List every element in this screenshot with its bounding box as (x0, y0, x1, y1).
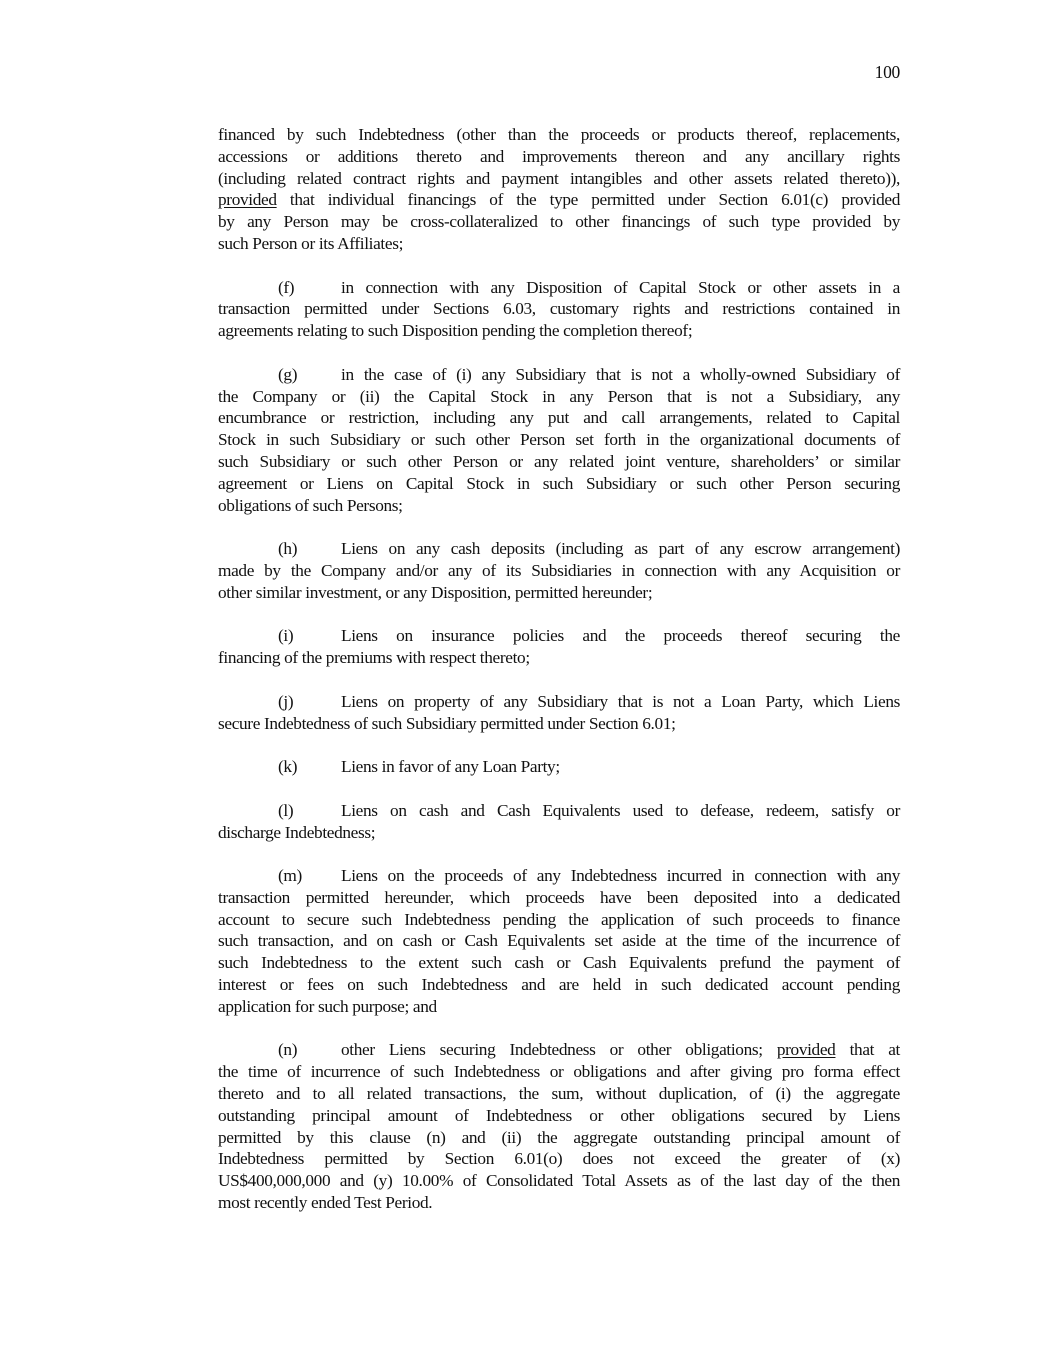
page-number: 100 (874, 62, 900, 82)
clause-label: (i) (278, 626, 294, 646)
line-text: the Company or (ii) the Capital Stock in any Person that is not a Subsidiary, any (218, 386, 900, 406)
text-line (218, 451, 900, 473)
clause-m (218, 865, 900, 1018)
text-line (218, 407, 900, 429)
clause-k (218, 756, 900, 778)
line-text: Liens on cash and Cash Equivalents used to defease, redeem, satisfy or (341, 800, 900, 820)
clause-label: (m) (278, 866, 302, 886)
line-text: Liens in favor of any Loan Party; (341, 757, 560, 777)
line-text: the time of incurrence of such Indebtedness or obligations and after giving pro forma effect (218, 1062, 900, 1082)
line-text: application for such purpose; and (218, 996, 437, 1016)
line-text: Indebtedness permitted by Section 6.01(o) does not exceed the greater of (x) (218, 1149, 900, 1169)
text-line (218, 277, 900, 299)
text-line (218, 189, 900, 211)
text-line (218, 691, 900, 713)
text-line (218, 1170, 900, 1192)
text-line (218, 429, 900, 451)
line-text: most recently ended Test Period. (218, 1193, 433, 1213)
line-text: in connection with any Disposition of Capital Stock or other assets in a (341, 277, 900, 297)
text-line (218, 320, 900, 342)
clause-label: (f) (278, 277, 295, 297)
line-text: such Subsidiary or such other Person or any related joint venture, shareholders’ or similar (218, 451, 900, 471)
line-text: Liens on insurance policies and the proceeds thereof securing the (341, 626, 900, 646)
line-text: agreement or Liens on Capital Stock in such Subsidiary or such other Person securing (218, 473, 900, 493)
clause-h (218, 538, 900, 603)
text-line (218, 124, 900, 146)
underlined-term: provided (776, 1040, 836, 1060)
line-text: Stock in such Subsidiary or such other Person set forth in the organizational documents of (218, 430, 900, 450)
text-line (218, 1039, 900, 1061)
text-line (218, 647, 900, 669)
clause-label: (j) (278, 691, 294, 711)
line-text: Liens on the proceeds of any Indebtedness incurred in connection with any (341, 866, 900, 886)
text-line (218, 1061, 900, 1083)
line-text: by any Person may be cross-collateralized to other financings of such type provided by (218, 212, 900, 232)
line-text: financed by such Indebtedness (other than the proceeds or products thereof, replacements, (218, 125, 900, 144)
line-text: obligations of such Persons; (218, 495, 403, 515)
line-text: Liens on any cash deposits (including as part of any escrow arrangement) (341, 539, 900, 559)
text-line (218, 1083, 900, 1105)
text-line (218, 865, 900, 887)
text-line (218, 473, 900, 495)
line-text: that at (835, 1040, 900, 1060)
text-line (218, 952, 900, 974)
line-text: such Person or its Affiliates; (218, 233, 404, 253)
clause-label: (g) (278, 364, 298, 384)
line-text: such Indebtedness to the extent such cash or Cash Equivalents prefund the payment of (218, 953, 900, 973)
underlined-term: provided (218, 190, 277, 210)
line-text: agreements relating to such Disposition pending the completion thereof; (218, 321, 693, 341)
text-line (218, 211, 900, 233)
text-line (218, 800, 900, 822)
text-line (218, 168, 900, 190)
text-line (218, 756, 900, 778)
line-text: permitted by this clause (n) and (ii) the aggregate outstanding principal amount of (218, 1127, 900, 1147)
text-line (218, 909, 900, 931)
line-text: other Liens securing Indebtedness or other obligations; (341, 1040, 777, 1060)
line-text: transaction permitted under Sections 6.03, customary rights and restrictions contained in (218, 299, 900, 319)
text-line (218, 538, 900, 560)
text-line (218, 713, 900, 735)
text-line (218, 146, 900, 168)
line-text: thereto and to all related transactions, the sum, without duplication, of (i) the aggregate (218, 1084, 900, 1104)
clause-l (218, 800, 900, 844)
line-text: outstanding principal amount of Indebtedness or other obligations secured by Liens (218, 1105, 900, 1125)
text-line (218, 822, 900, 844)
clause-label: (n) (278, 1040, 298, 1060)
continued-paragraph (218, 124, 900, 255)
text-line (218, 887, 900, 909)
text-line (218, 364, 900, 386)
line-text: that individual financings of the type permitted under Section 6.01(c) provided (276, 190, 900, 210)
line-text: transaction permitted hereunder, which proceeds have been deposited into a dedicated (218, 887, 900, 907)
text-line (218, 560, 900, 582)
text-line (218, 386, 900, 408)
line-text: other similar investment, or any Disposition, permitted hereunder; (218, 582, 653, 602)
text-line (218, 298, 900, 320)
line-text: Liens on property of any Subsidiary that is not a Loan Party, which Liens (341, 691, 900, 711)
text-line (218, 974, 900, 996)
text-line (218, 582, 900, 604)
line-text: made by the Company and/or any of its Subsidiaries in connection with any Acquisition or (218, 560, 900, 580)
text-line (218, 1105, 900, 1127)
line-text: account to secure such Indebtedness pending the application of such proceeds to finance (218, 909, 900, 929)
text-line (218, 996, 900, 1018)
text-line (218, 1127, 900, 1149)
clause-j (218, 691, 900, 735)
clause-i (218, 625, 900, 669)
line-text: secure Indebtedness of such Subsidiary permitted under Section 6.01; (218, 713, 676, 733)
clause-g (218, 364, 900, 517)
text-line (218, 1192, 900, 1214)
text-line (218, 625, 900, 647)
line-text: in the case of (i) any Subsidiary that is not a wholly-owned Subsidiary of (341, 364, 900, 384)
clause-label: (k) (278, 757, 298, 777)
document-body (218, 124, 900, 1236)
line-text: accessions or additions thereto and improvements thereon and any ancillary rights (218, 146, 900, 166)
clause-label: (h) (278, 539, 298, 559)
line-text: (including related contract rights and payment intangibles and other assets related thereto)), (218, 168, 900, 188)
line-text: financing of the premiums with respect thereto; (218, 648, 530, 668)
clause-label: (l) (278, 800, 294, 820)
clause-n (218, 1039, 900, 1213)
text-line (218, 1148, 900, 1170)
clause-f (218, 277, 900, 342)
line-text: such transaction, and on cash or Cash Equivalents set aside at the time of the incurrence of (218, 931, 900, 951)
text-line (218, 495, 900, 517)
text-line (218, 233, 900, 255)
line-text: discharge Indebtedness; (218, 822, 376, 842)
line-text: encumbrance or restriction, including any put and call arrangements, related to Capital (218, 408, 900, 428)
line-text: US$400,000,000 and (y) 10.00% of Consolidated Total Assets as of the last day of the then (218, 1171, 900, 1191)
text-line (218, 930, 900, 952)
line-text: interest or fees on such Indebtedness and are held in such dedicated account pending (218, 975, 900, 995)
